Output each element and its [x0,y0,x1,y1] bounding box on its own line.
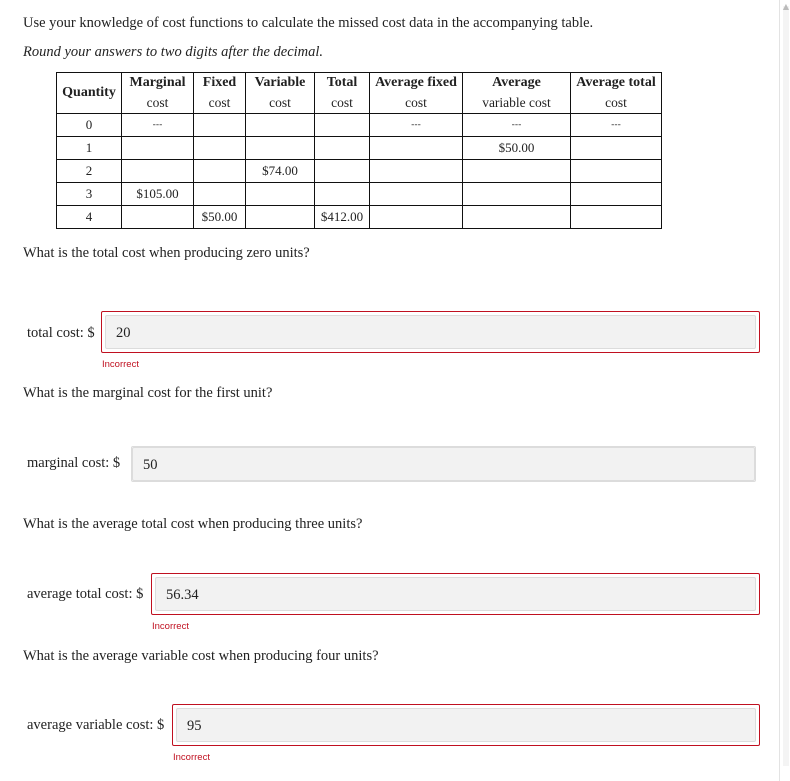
answer-label: marginal cost: $ [27,455,121,471]
table-cell: $412.00 [315,206,370,229]
table-cell [571,183,662,206]
table-cell: --- [571,114,662,137]
cost-table [56,72,662,229]
table-cell [194,160,246,183]
table-cell [122,137,194,160]
table-cell [194,137,246,160]
average-variable-cost-input[interactable]: 95 [176,708,756,742]
scroll-up-icon[interactable]: ▲ [782,2,789,11]
header-subtext: cost [605,95,627,110]
average-total-cost-input[interactable]: 56.34 [155,577,756,611]
table-row [57,137,662,160]
answer-field-frame [101,311,760,353]
feedback-incorrect: Incorrect [102,359,139,370]
scrollbar[interactable] [781,0,790,781]
header-subtext: cost [269,95,291,110]
header-subtext: cost [405,95,427,110]
table-cell [571,206,662,229]
header-quantity [57,73,122,114]
table-row [57,160,662,183]
table-cell [246,183,315,206]
table-cell [315,183,370,206]
table-row [57,114,662,137]
answer-label: average variable cost: $ [27,717,165,733]
table-cell [194,183,246,206]
table-cell: 2 [57,160,122,183]
header-total-cost [315,73,370,114]
table-cell [463,160,571,183]
table-cell [370,137,463,160]
table-cell: 1 [57,137,122,160]
table-cell [370,160,463,183]
table-cell: 4 [57,206,122,229]
rounding-note: Round your answers to two digits after the decimal. [23,44,324,60]
header-text: Average [492,75,541,90]
question-prompt: What is the average total cost when producing three units? [23,516,363,532]
header-subtext: cost [146,95,169,110]
header-text: Fixed [202,75,237,90]
table-header-row [57,73,662,114]
table-cell: $50.00 [463,137,571,160]
marginal-cost-input[interactable]: 50 [132,447,755,481]
table-cell [370,183,463,206]
table-cell [463,183,571,206]
table-cell: --- [463,114,571,137]
header-average-total-cost [571,73,662,114]
header-average-variable-cost [463,73,571,114]
table-cell [246,137,315,160]
scrollbar-thumb[interactable] [783,6,789,766]
header-text: Quantity [62,85,116,100]
table-cell: 0 [57,114,122,137]
table-cell [122,160,194,183]
table-cell [571,160,662,183]
instructions-text: Use your knowledge of cost functions to calculate the missed cost data in the accompanying table. [23,15,594,31]
answer-field-frame [172,704,760,746]
header-text: Average total [576,75,656,90]
header-subtext: cost [331,95,353,110]
question-prompt: What is the total cost when producing zero units? [23,245,310,261]
feedback-incorrect: Incorrect [173,752,210,763]
total-cost-input[interactable]: 20 [105,315,756,349]
table-cell [463,206,571,229]
table-row [57,206,662,229]
header-average-fixed-cost [370,73,463,114]
question-prompt: What is the average variable cost when producing four units? [23,648,379,664]
answer-field-frame [131,446,756,482]
header-subtext: cost [208,95,231,110]
header-subtext: variable cost [482,95,551,110]
answer-label: total cost: $ [27,325,95,341]
table-cell [315,114,370,137]
table-cell [571,137,662,160]
table-cell [370,206,463,229]
header-fixed-cost [194,73,246,114]
header-text: Total [326,75,358,90]
header-variable-cost [246,73,315,114]
table-cell [315,137,370,160]
table-cell: 3 [57,183,122,206]
table-row [57,183,662,206]
header-text: Average fixed [375,75,457,90]
feedback-incorrect: Incorrect [152,621,189,632]
answer-label: average total cost: $ [27,586,144,602]
header-marginal-cost [122,73,194,114]
answer-field-frame [151,573,760,615]
header-text: Marginal [129,75,186,90]
table-cell: $50.00 [194,206,246,229]
table-cell: $105.00 [122,183,194,206]
header-text: Variable [254,75,306,90]
table-cell [246,114,315,137]
table-cell [122,206,194,229]
table-cell [246,206,315,229]
table-cell: --- [370,114,463,137]
table-cell: --- [122,114,194,137]
table-cell [194,114,246,137]
table-cell [315,160,370,183]
question-prompt: What is the marginal cost for the first unit? [23,385,273,401]
table-cell: $74.00 [246,160,315,183]
